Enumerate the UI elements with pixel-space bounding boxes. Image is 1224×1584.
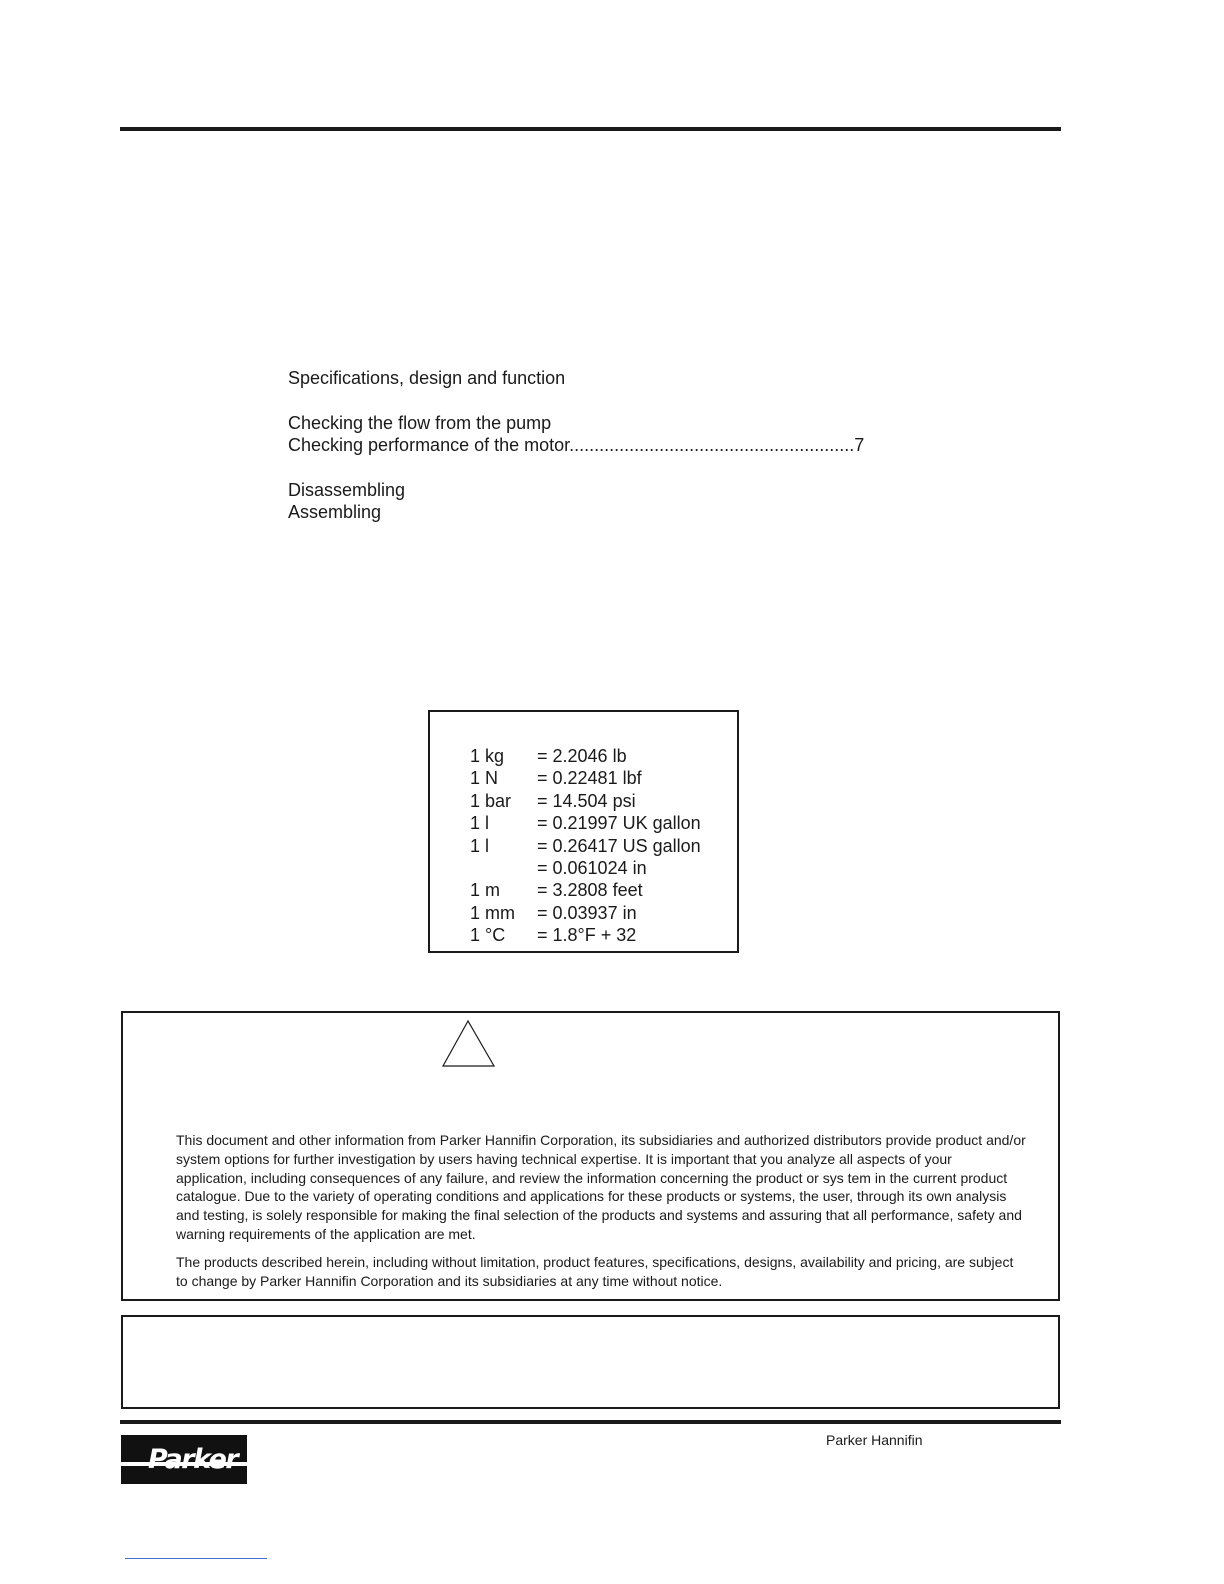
conversion-value: = 0.21997 UK gallon [537,813,701,834]
conversion-unit: 1 kg [470,746,505,766]
warning-box [121,1011,1060,1301]
conversion-unit [470,857,537,879]
conversion-value: = 0.061024 in [537,858,647,879]
toc-entry-disassembling: Disassembling [288,479,406,500]
conversion-unit: 1 N [470,768,499,789]
conversion-unit: 1 °C [470,925,506,946]
table-of-contents [288,367,864,524]
parker-logo [121,1435,247,1484]
footer-rule [120,1420,1061,1424]
unit-conversion-box [428,710,739,953]
toc-entry-specifications: Specifications, design and function [288,368,566,388]
conversion-value: = 3.2808 feet [537,880,643,901]
conversion-unit: 1 l [470,835,490,856]
warning-text [176,1131,1026,1290]
conversion-unit: 1 m [470,880,501,901]
conversion-row [470,767,701,789]
company-name: Parker Hannifin [826,1432,923,1448]
conversion-value: = 14.504 psi [537,790,636,811]
warning-triangle-icon [441,1019,497,1069]
logo-wordmark: Parker [148,1444,238,1475]
conversion-value: = 0.03937 in [537,902,637,923]
warning-paragraph: This document and other information from Parker Hannifin Corporation, its subsidiaries and authorized distributors provide product and/or system options for further investigation by users having technical expertise. It is important that you analyze all aspects of your application, including consequences of any failure, and review the information concerning the product or sys tem in the current product catalogue. Due to the variety of operating conditions and applications for these products or systems, the user, through its own analysis and testing, is solely responsible for making the final selection of the products and systems and assuring that all performance, safety and warning requirements of the application are met. [176,1132,1026,1242]
conversion-value: = 0.22481 lbf [537,768,642,789]
conversion-row [470,835,701,857]
toc-entry-pump-flow: Checking the flow from the pump [288,412,552,433]
conversion-value: = 0.26417 US gallon [537,835,701,856]
conversion-unit: 1 mm [470,902,515,923]
header-rule [120,127,1061,131]
conversion-row [470,745,701,767]
conversion-value: = 2.2046 lb [537,746,627,766]
conversion-row [470,879,701,901]
conversion-value: = 1.8°F + 32 [537,925,637,946]
conversion-unit: 1 bar [470,790,512,811]
conversion-row [470,857,701,879]
toc-entry-motor-performance: Checking performance of the motor.........................................................7 [288,435,865,455]
warning-paragraph: The products described herein, including without limitation, product features, specifications, designs, availability and pricing, are subject to change by Parker Hannifin Corporation and its subsidiaries at any time without notice. [176,1253,1014,1289]
conversion-unit: 1 l [470,813,490,834]
blank-notice-box [121,1315,1060,1409]
conversion-row [470,812,701,834]
link-underline [125,1558,267,1559]
conversion-row [470,790,701,812]
unit-conversion-table [470,745,701,947]
conversion-row [470,924,701,946]
toc-entry-assembling: Assembling [288,502,382,522]
conversion-row [470,902,701,924]
